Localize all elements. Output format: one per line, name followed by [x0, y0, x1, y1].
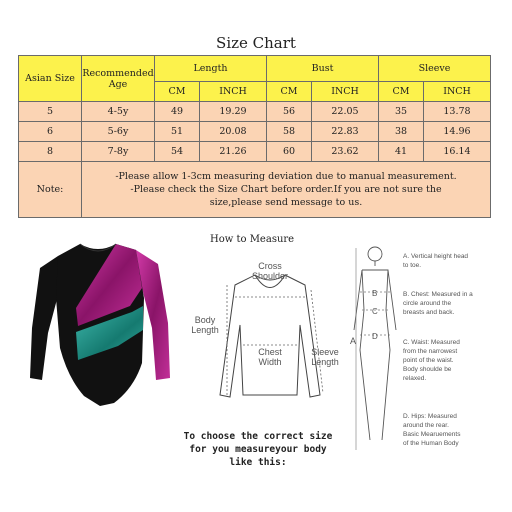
note-line-3: size,please send message to us. — [209, 197, 363, 208]
table-row — [19, 102, 491, 122]
label-shoulder: Shoulder — [251, 271, 289, 281]
guide-b2: circle around the — [403, 300, 452, 307]
caption-line-2: for you measureyour body — [189, 444, 327, 455]
cell-bust-inch: 22.83 — [312, 122, 379, 142]
guide-c1: C. Waist: Measured — [403, 339, 460, 346]
cell-length-inch: 20.08 — [200, 122, 267, 142]
guide-a2: to toe. — [403, 262, 422, 269]
header-length-inch: INCH — [200, 82, 267, 102]
cell-sleeve-inch: 14.96 — [424, 122, 491, 142]
cell-bust-inch: 23.62 — [312, 142, 379, 162]
guide-b1: B. Chest: Measured in a — [403, 291, 473, 298]
note-label: Note: — [19, 162, 82, 218]
marker-b: B — [372, 289, 378, 298]
header-recommended-age: Recommended Age — [82, 56, 155, 102]
header-sleeve-cm: CM — [379, 82, 424, 102]
cell-sleeve-inch: 16.14 — [424, 142, 491, 162]
marker-c: C — [372, 307, 378, 316]
label-length-sleeve: Length — [311, 357, 339, 367]
cell-length-inch: 21.26 — [200, 142, 267, 162]
cell-length-cm: 54 — [155, 142, 200, 162]
garment-measure-diagram — [185, 245, 350, 425]
cell-age: 7-8y — [82, 142, 155, 162]
header-bust: Bust — [267, 56, 379, 82]
cell-bust-cm: 56 — [267, 102, 312, 122]
guide-a1: A. Vertical height head — [403, 253, 469, 260]
header-bust-cm: CM — [267, 82, 312, 102]
cell-length-cm: 49 — [155, 102, 200, 122]
label-width: Width — [258, 357, 282, 367]
cell-age: 4-5y — [82, 102, 155, 122]
cell-bust-inch: 22.05 — [312, 102, 379, 122]
caption-line-1: To choose the correct size — [183, 431, 333, 442]
marker-a: A — [350, 336, 357, 346]
note-text — [82, 162, 491, 218]
header-length: Length — [155, 56, 267, 82]
marker-d: D — [372, 332, 378, 341]
label-chest: Chest — [258, 347, 282, 357]
guide-b3: breasts and back. — [403, 309, 455, 316]
label-cross: Cross — [258, 261, 282, 271]
table-row — [19, 122, 491, 142]
cell-age: 5-6y — [82, 122, 155, 142]
cell-sleeve-cm: 41 — [379, 142, 424, 162]
cell-sleeve-cm: 35 — [379, 102, 424, 122]
guide-d2: around the rear. — [403, 422, 449, 429]
size-chart-table — [18, 55, 491, 218]
leotard-image — [18, 228, 183, 428]
label-sleeve: Sleeve — [311, 347, 339, 357]
note-line-1: -Please allow 1-3cm measuring deviation due to manual measurement. — [115, 171, 457, 182]
header-sleeve-inch: INCH — [424, 82, 491, 102]
guide-d3: Basic Mearuements — [403, 431, 461, 438]
table-row — [19, 142, 491, 162]
header-asian-size: Asian Size — [19, 56, 82, 102]
body-measure-guide — [348, 240, 498, 460]
guide-d1: D. Hips: Measured — [403, 413, 457, 420]
guide-c4: Body shoulde be — [403, 366, 452, 373]
note-row — [19, 162, 491, 218]
guide-d4: of the Human Body — [403, 440, 459, 447]
cell-size: 8 — [19, 142, 82, 162]
label-length-body: Length — [191, 325, 219, 335]
header-length-cm: CM — [155, 82, 200, 102]
how-to-measure-title: How to Measure — [210, 234, 295, 245]
cell-sleeve-cm: 38 — [379, 122, 424, 142]
cell-length-inch: 19.29 — [200, 102, 267, 122]
size-chart-title: Size Chart — [216, 34, 296, 52]
header-bust-inch: INCH — [312, 82, 379, 102]
header-sleeve: Sleeve — [379, 56, 491, 82]
measure-caption — [158, 430, 358, 469]
cell-length-cm: 51 — [155, 122, 200, 142]
body-figure-icon — [354, 247, 396, 440]
cell-sleeve-inch: 13.78 — [424, 102, 491, 122]
cell-bust-cm: 58 — [267, 122, 312, 142]
label-body: Body — [194, 315, 216, 325]
cell-size: 6 — [19, 122, 82, 142]
cell-size: 5 — [19, 102, 82, 122]
guide-c5: relaxed. — [403, 375, 427, 382]
caption-line-3: like this: — [229, 457, 287, 468]
note-line-2: -Please check the Size Chart before order.If you are not sure the — [130, 184, 442, 195]
guide-c2: from the narrowest — [403, 348, 458, 355]
guide-c3: point of the waist. — [403, 357, 454, 364]
cell-bust-cm: 60 — [267, 142, 312, 162]
